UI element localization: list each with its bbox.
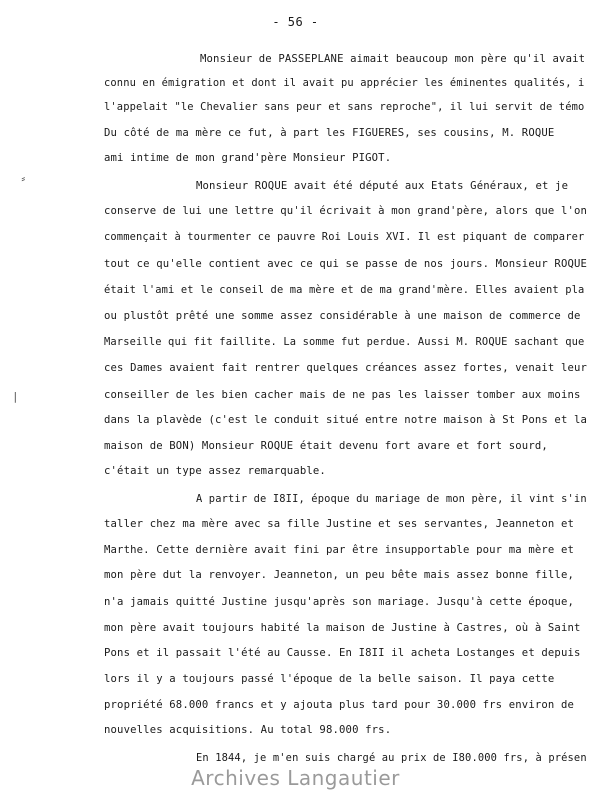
text-line: ces Dames avaient fait rentrer quelques créances assez fortes, venait leur xyxy=(104,362,588,374)
text-line: conseiller de les bien cacher mais de ne pas les laisser tomber aux moins xyxy=(104,389,581,401)
text-line: connu en émigration et dont il avait pu apprécier les éminentes qualités, i xyxy=(104,77,585,89)
page-number: - 56 - xyxy=(272,15,319,29)
margin-mark: | xyxy=(12,390,19,403)
text-line: Du côté de ma mère ce fut, à part les FIGUERES, ses cousins, M. ROQUE xyxy=(104,127,555,139)
text-line: conserve de lui une lettre qu'il écrivait à mon grand'père, alors que l'on xyxy=(104,205,588,217)
text-line: c'était un type assez remarquable. xyxy=(104,465,326,477)
text-line: tout ce qu'elle contient avec ce qui se passe de nos jours. Monsieur ROQUE xyxy=(104,258,588,270)
text-line: ami intime de mon grand'père Monsieur PIGOT. xyxy=(104,152,392,164)
text-line: Marthe. Cette dernière avait fini par être insupportable pour ma mère et xyxy=(104,544,575,556)
text-line: En 1844, je m'en suis chargé au prix de I80.000 frs, à présen xyxy=(196,752,587,764)
text-line: ou plustôt prêté une somme assez considérable à une maison de commerce de xyxy=(104,310,581,322)
text-line: mon père dut la renvoyer. Jeanneton, un peu bête mais assez bonne fille, xyxy=(104,569,575,581)
text-line: Monsieur de PASSEPLANE aimait beaucoup mon père qu'il avait xyxy=(200,53,586,65)
text-line: dans la plavède (c'est le conduit situé entre notre maison à St Pons et la xyxy=(104,414,588,426)
text-line: nouvelles acquisitions. Au total 98.000 frs. xyxy=(104,724,392,736)
text-line: n'a jamais quitté Justine jusqu'après son mariage. Jusqu'à cette époque, xyxy=(104,596,575,608)
text-line: l'appelait "le Chevalier sans peur et sans reproche", il lui servit de témo xyxy=(104,101,585,113)
text-line: mon père avait toujours habité la maison de Justine à Castres, où à Saint xyxy=(104,622,581,634)
text-line: Marseille qui fit faillite. La somme fut perdue. Aussi M. ROQUE sachant que xyxy=(104,336,585,348)
text-line: Pons et il passait l'été au Causse. En I8II il acheta Lostanges et depuis xyxy=(104,647,581,659)
text-line: maison de BON) Monsieur ROQUE était devenu fort avare et fort sourd, xyxy=(104,440,548,452)
margin-mark: ⸗ xyxy=(20,172,27,185)
text-line: Monsieur ROQUE avait été député aux Etats Généraux, et je xyxy=(196,180,569,192)
text-line: taller chez ma mère avec sa fille Justine et ses servantes, Jeanneton et xyxy=(104,518,575,530)
text-line: était l'ami et le conseil de ma mère et de ma grand'mère. Elles avaient pla xyxy=(104,284,585,296)
text-line: lors il y a toujours passé l'époque de la belle saison. Il paya cette xyxy=(104,673,555,685)
text-line: propriété 68.000 francs et y ajouta plus tard pour 30.000 frs environ de xyxy=(104,699,575,711)
text-line: A partir de I8II, époque du mariage de mon père, il vint s'in xyxy=(196,493,587,505)
text-line: commençait à tourmenter ce pauvre Roi Louis XVI. Il est piquant de comparer xyxy=(104,231,585,243)
archive-watermark: Archives Langautier xyxy=(191,766,400,790)
